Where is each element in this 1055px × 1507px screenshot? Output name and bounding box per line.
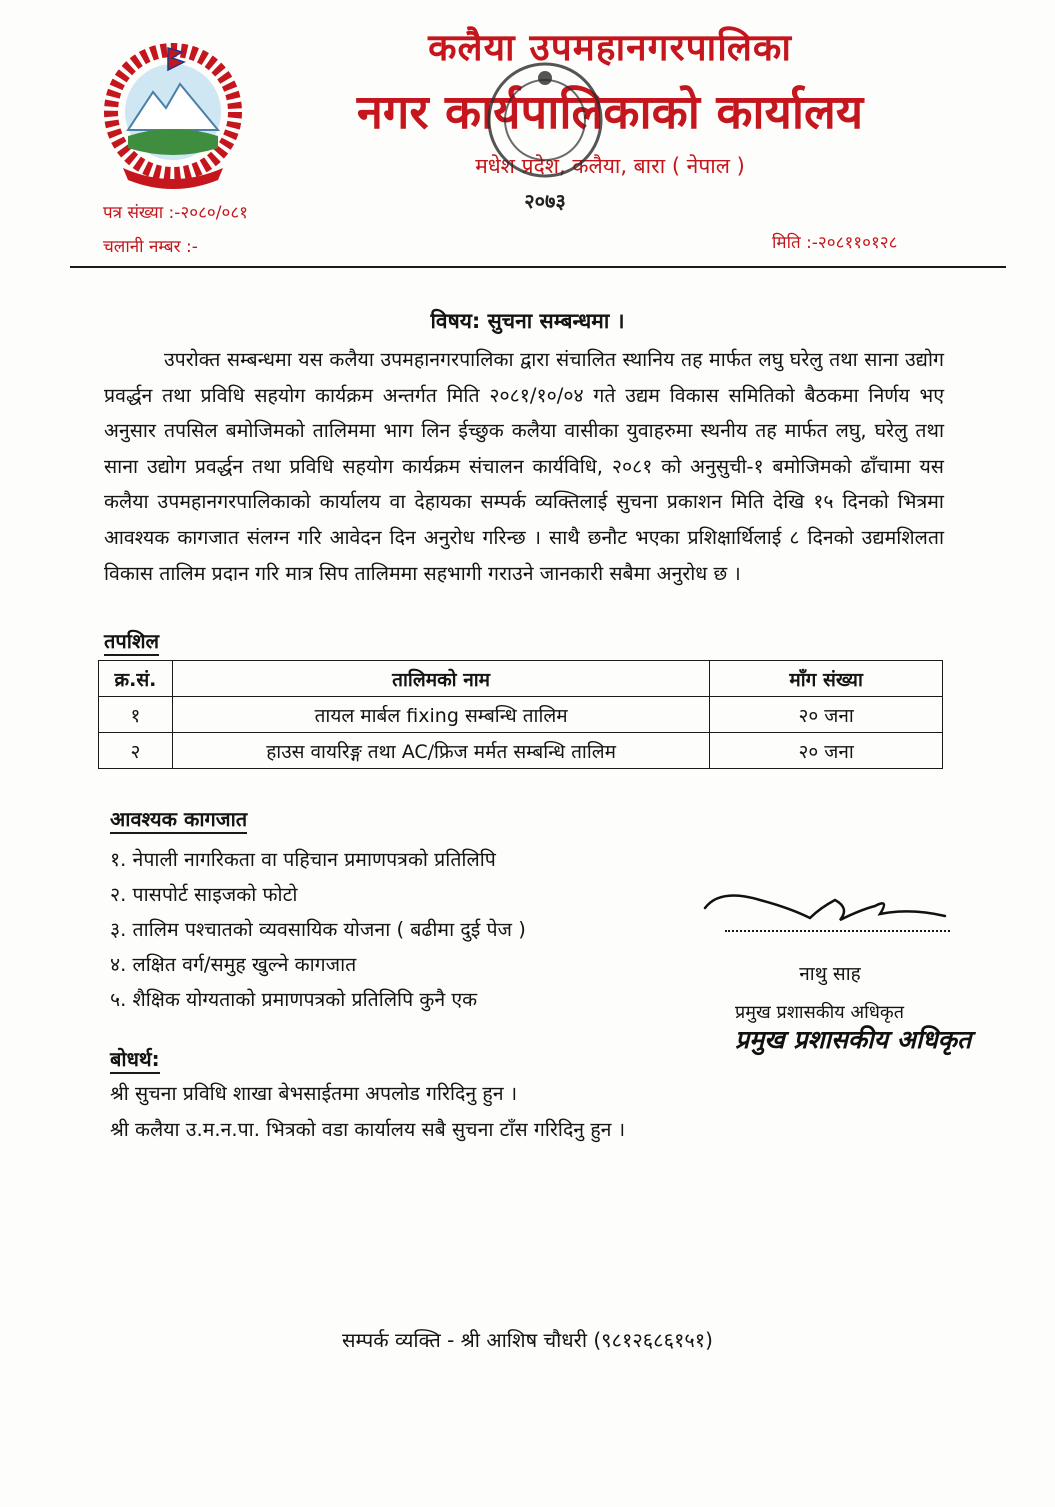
documents-heading: आवश्यक कागजात: [110, 806, 247, 834]
col-header-demand: माँग संख्या: [710, 661, 943, 697]
office-seal-icon: [470, 58, 620, 218]
list-item: श्री कलैया उ.म.न.पा. भित्रको वडा कार्यालय सबै सुचना टाँस गरिदिनु हुन ।: [110, 1118, 626, 1141]
office-name: नगर कार्यपालिकाको कार्यालय: [356, 85, 864, 140]
handwritten-signature: [700, 878, 950, 938]
nepal-emblem-icon: [98, 40, 248, 190]
documents-list: [110, 842, 526, 1017]
signatory-name: नाथु साह: [799, 963, 861, 985]
letter-date: मिति :-२०८११०१२८: [772, 233, 898, 253]
municipality-name: कलैया उपमहानगरपालिका: [428, 26, 792, 69]
training-table: [98, 660, 943, 769]
col-header-training-name: तालिमको नाम: [172, 661, 709, 697]
list-item: ४. लक्षित वर्ग/समुह खुल्ने कागजात: [110, 953, 357, 976]
list-item: श्री सुचना प्रविधि शाखा बेभसाईतमा अपलोड गरिदिनु हुन ।: [110, 1082, 518, 1105]
table-row: [99, 697, 943, 733]
contact-person: सम्पर्क व्यक्ति - श्री आशिष चौधरी (९८१२६८६१५१): [342, 1328, 713, 1352]
list-item: २. पासपोर्ट साइजको फोटो: [110, 883, 298, 906]
signatory-title: प्रमुख प्रशासकीय अधिकृत: [735, 1002, 904, 1023]
table-row: [99, 733, 943, 769]
cell-training-name: तायल मार्बल fixing सम्बन्धि तालिम: [172, 697, 709, 733]
cell-demand: २० जना: [710, 733, 943, 769]
cell-serial: २: [99, 733, 173, 769]
list-item: १. नेपाली नागरिकता वा पहिचान प्रमाणपत्रको प्रतिलिपि: [110, 848, 496, 871]
letter-number: पत्र संख्या :-२०८०/०८१: [103, 203, 249, 223]
table-header-row: [99, 661, 943, 697]
dispatch-number: चलानी नम्बर :-: [103, 237, 198, 257]
cell-training-name: हाउस वायरिङ्ग तथा AC/फ्रिज मर्मत सम्बन्धि तालिम: [172, 733, 709, 769]
cell-serial: १: [99, 697, 173, 733]
cell-demand: २० जना: [710, 697, 943, 733]
seal-year: २०७३: [524, 189, 566, 213]
signature-line: [725, 930, 950, 932]
subject-line: विषय: सुचना सम्बन्धमा ।: [430, 309, 625, 333]
details-heading: तपशिल: [104, 628, 159, 656]
list-item: ५. शैक्षिक योग्यताको प्रमाणपत्रको प्रतिलिपि कुनै एक: [110, 988, 478, 1011]
cc-list: [110, 1076, 625, 1148]
signatory-stamp: प्रमुख प्रशासकीय अधिकृत: [735, 1025, 972, 1054]
notice-body: उपरोक्त सम्बन्धमा यस कलैया उपमहानगरपालिका द्वारा संचालित स्थानिय तह मार्फत लघु घरेलु तथा साना उद्योग प्रवर्द्धन तथा प्रविधि सहयोग कार्यक्रम अन्तर्गत मिति २०८१/१०/०४ गते उद्यम विकास समितिको बैठकमा निर्णय भए अनुसार तपसिल बमोजिमको तालिममा भाग लिन ईच्छुक कलैया वासीका युवाहरुमा स्थनीय तह मार्फत लघु, घरेलु तथा साना उद्योग प्रवर्द्धन तथा प्रविधि सहयोग कार्यक्रम संचालन कार्यविधि, २०८१ को अनुसुची-१ बमोजिमको ढाँचामा यस कलैया उपमहानगरपालिकाको कार्यालय वा देहायका सम्पर्क व्यक्तिलाई सुचना प्रकाशन मिति देखि १५ दिनको भित्रमा आवश्यक कागजात संलग्न गरि आवेदन दिन अनुरोध गरिन्छ । साथै छनौट भएका प्रशिक्षार्थिलाई ८ दिनको उद्यमशिलता विकास तालिम प्रदान गरि मात्र सिप तालिममा सहभागी गराउने जानकारी सबैमा अनुरोध छ ।: [104, 348, 944, 585]
col-header-serial: क्र.सं.: [99, 661, 173, 697]
office-address: मधेश प्रदेश, कलैया, बारा ( नेपाल ): [475, 154, 745, 178]
cc-heading: बोधर्थ:: [110, 1046, 160, 1074]
header-divider: [70, 266, 1006, 268]
list-item: ३. तालिम पश्चातको व्यवसायिक योजना ( बढीमा दुई पेज ): [110, 918, 526, 941]
